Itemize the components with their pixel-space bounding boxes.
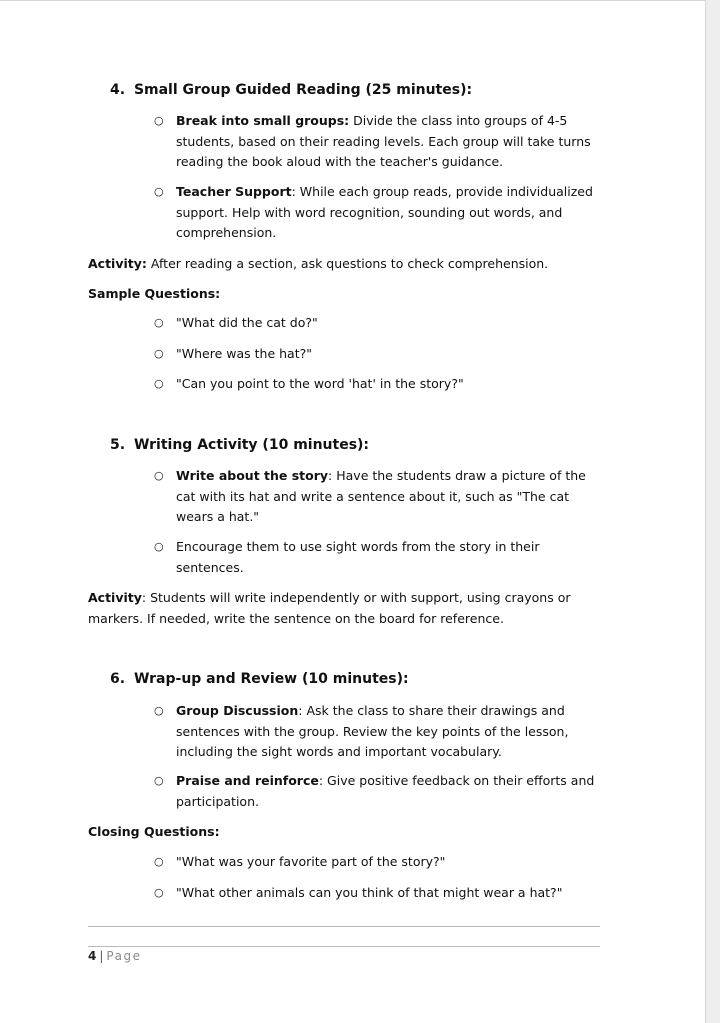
closing-questions-label: Closing Questions: [88, 824, 220, 839]
hollow-circle-bullet-icon: ○ [154, 704, 164, 717]
section-4-activity [88, 254, 608, 275]
activity-text: : Students will write independently or with support, using crayons or markers. If needed, write the sentence on the board for reference. [88, 590, 571, 626]
closing-questions-label-wrap [88, 822, 608, 842]
bullet-text: Divide the class into groups of 4-5 students, based on their reading levels. Each group will take turns reading the book aloud with the teacher's guidance. [176, 113, 591, 169]
footer-divider [88, 926, 600, 927]
section-title: Writing Activity (10 minutes): [133, 437, 370, 453]
section-heading [110, 435, 608, 455]
section-4-bullets [88, 111, 608, 173]
list-item [88, 313, 608, 334]
hollow-circle-bullet-icon: ○ [154, 114, 164, 127]
bullet-text: : Give positive feedback on their efforts and participation. [176, 773, 595, 809]
activity-paragraph [88, 254, 608, 275]
sample-questions [88, 313, 608, 395]
hollow-circle-bullet-icon: ○ [154, 540, 164, 553]
question-text: "What other animals can you think of that might wear a hat?" [176, 884, 563, 900]
page-number: 4 [88, 949, 97, 963]
section-5-bullet-1 [88, 466, 608, 528]
bullet-lead: Group Discussion [176, 703, 299, 718]
closing-questions [88, 852, 608, 903]
page-word: Page [106, 949, 142, 963]
question-text: "What was your favorite part of the story?" [176, 854, 446, 869]
hollow-circle-bullet-icon: ○ [154, 185, 164, 198]
bullet-lead: Teacher Support [176, 184, 292, 199]
section-5 [88, 435, 608, 455]
bullet-lead: Praise and reinforce [176, 773, 319, 788]
section-5-activity [88, 588, 608, 629]
question-text: "Where was the hat?" [176, 345, 312, 361]
bullet-lead: Write about the story [176, 468, 329, 483]
section-4-bullet-2 [88, 182, 608, 244]
section-number: 5. [110, 437, 126, 453]
activity-paragraph [88, 588, 608, 629]
bullet-text: : While each group reads, provide individualized support. Help with word recognition, sounding out words, and comprehension. [176, 184, 593, 240]
section-4 [88, 80, 608, 100]
list-item [88, 466, 608, 528]
list-item [88, 537, 608, 578]
question-text: "Can you point to the word 'hat' in the story?" [176, 376, 464, 391]
section-number: 6. [110, 671, 126, 687]
section-5-bullet-2 [88, 537, 608, 578]
hollow-circle-bullet-icon: ○ [154, 469, 164, 482]
list-item [88, 852, 608, 873]
hollow-circle-bullet-icon: ○ [154, 377, 164, 390]
bullet-lead: Break into small groups: [176, 113, 350, 128]
scrollbar-gutter[interactable] [705, 0, 720, 1023]
list-item [88, 344, 608, 365]
sample-questions-label-wrap [88, 284, 608, 304]
footer-separator: | [99, 949, 104, 963]
sample-questions-label: Sample Questions: [88, 286, 221, 301]
section-6-bullet-2 [88, 771, 608, 812]
list-item [88, 883, 608, 904]
list-item [88, 771, 608, 812]
activity-label: Activity [88, 590, 142, 605]
bullet-text: Encourage them to use sight words from the story in their sentences. [176, 539, 540, 575]
section-title: Small Group Guided Reading (25 minutes): [133, 82, 473, 98]
section-6 [88, 669, 608, 689]
hollow-circle-bullet-icon: ○ [154, 774, 164, 787]
page-footer [88, 949, 141, 963]
list-item [88, 182, 608, 244]
section-heading [110, 80, 608, 100]
footer-divider [88, 946, 600, 947]
section-heading [110, 669, 608, 689]
list-item [88, 111, 608, 173]
activity-text: After reading a section, ask questions to check comprehension. [146, 256, 549, 271]
bullet-text: : Ask the class to share their drawings and sentences with the group. Review the key points of the lesson, including the sight words and important vocabulary. [176, 703, 569, 759]
section-number: 4. [110, 82, 126, 98]
list-item [88, 701, 608, 763]
hollow-circle-bullet-icon: ○ [154, 346, 164, 360]
section-6-bullet-1 [88, 701, 608, 763]
hollow-circle-bullet-icon: ○ [154, 855, 164, 868]
section-title: Wrap-up and Review (10 minutes): [133, 671, 409, 687]
bullet-text: : Have the students draw a picture of the cat with its hat and write a sentence about it, such as "The cat wears a hat." [176, 468, 586, 524]
list-item [88, 374, 608, 395]
activity-label: Activity: [88, 256, 147, 271]
question-text: "What did the cat do?" [176, 315, 318, 330]
hollow-circle-bullet-icon: ○ [154, 316, 164, 329]
hollow-circle-bullet-icon: ○ [154, 885, 164, 899]
